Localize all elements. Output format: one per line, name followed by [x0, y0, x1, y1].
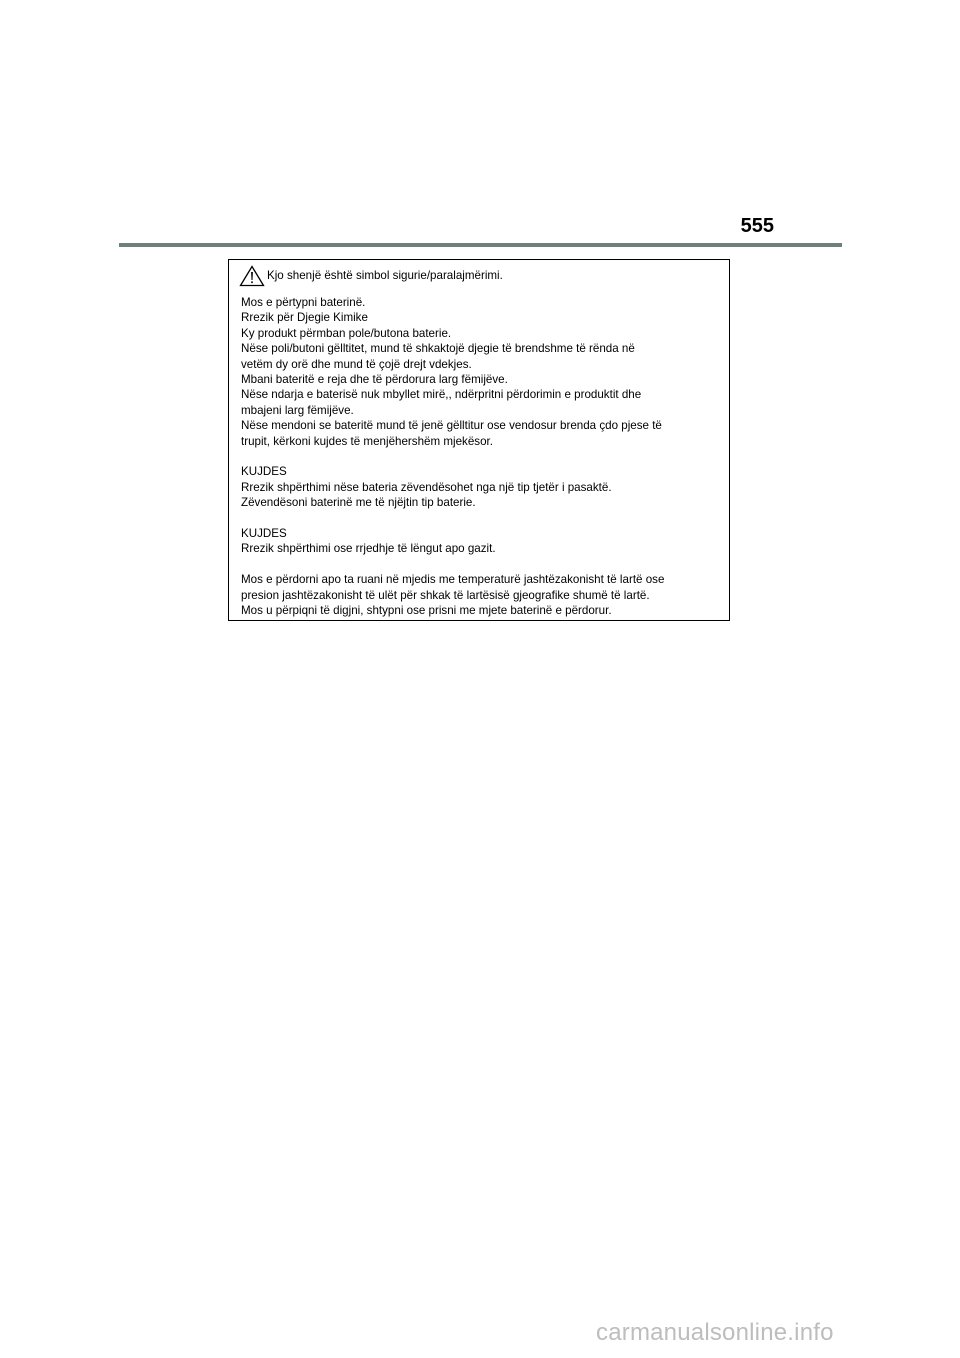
page-number: 555 — [740, 215, 774, 237]
text-line: Rrezik shpërthimi nëse bateria zëvendësohet nga një tip tjetër i pasaktë. — [241, 480, 612, 494]
text-line: Ky produkt përmban pole/butona baterie. — [241, 326, 452, 340]
text-line: Rrezik për Djegie Kimike — [241, 311, 368, 325]
text-line: Nëse ndarja e baterisë nuk mbyllet mirë,, ndërpritni përdorimin e produktit dhe — [241, 388, 642, 402]
header-rule — [119, 243, 842, 247]
warning-box — [228, 259, 730, 621]
paragraph-caution-leak — [241, 526, 717, 557]
paragraph-storage-warning — [241, 572, 717, 618]
watermark: carmanualsonline.info — [596, 1319, 834, 1346]
text-line: presion jashtëzakonisht të ulët për shkak të lartësisë gjeografike shumë të lartë. — [241, 588, 650, 602]
text-line: Nëse poli/butoni gëlltitet, mund të shkaktojë djegie të brendshme të rënda në — [241, 342, 635, 356]
text-line: vetëm dy orë dhe mund të çojë drejt vdekjes. — [241, 357, 472, 371]
text-line: Mbani bateritë e reja dhe të përdorura larg fëmijëve. — [241, 373, 508, 387]
caution-heading: KUJDES — [241, 465, 287, 479]
text-line: Mos u përpiqni të digjni, shtypni ose prisni me mjete baterinë e përdorur. — [241, 604, 612, 618]
text-line: Mos e përdorni apo ta ruani në mjedis me temperaturë jashtëzakonisht të lartë ose — [241, 573, 665, 587]
paragraph-caution-replacement — [241, 464, 717, 510]
symbol-text: Kjo shenjë është simbol sigurie/paralajmërimi. — [267, 268, 503, 282]
warning-triangle-icon — [239, 265, 265, 287]
caution-heading: KUJDES — [241, 527, 287, 541]
text-line: Rrezik shpërthimi ose rrjedhje të lëngut apo gazit. — [241, 542, 496, 556]
text-line: Mos e përtypni baterinë. — [241, 296, 366, 309]
text-line: mbajeni larg fëmijëve. — [241, 403, 354, 417]
text-line: Zëvendësoni baterinë me të njëjtin tip baterie. — [241, 496, 476, 510]
symbol-line — [241, 265, 717, 286]
paragraph-ingestion-warning — [241, 295, 717, 449]
text-line: Nëse mendoni se bateritë mund të jenë gëlltitur ose vendosur brenda çdo pjese të — [241, 419, 662, 433]
text-line: trupit, kërkoni kujdes të menjëhershëm mjekësor. — [241, 434, 493, 448]
